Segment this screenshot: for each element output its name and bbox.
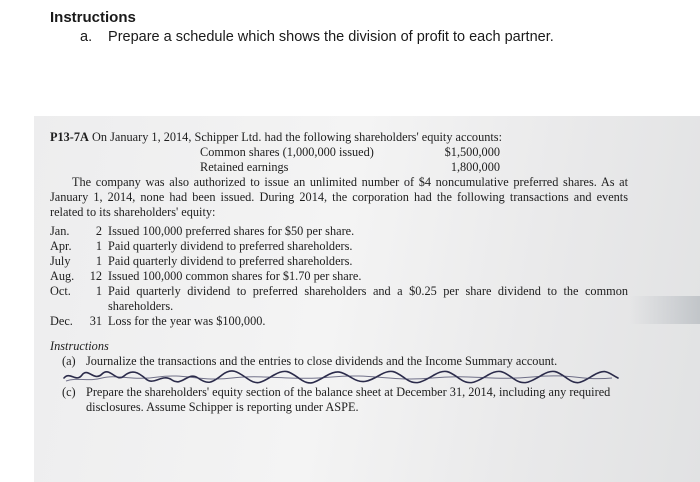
tx-month: Dec. [50, 314, 73, 328]
transaction-row [50, 269, 628, 284]
equity-row [200, 145, 500, 160]
tx-text: Issued 100,000 common shares for $1.70 per share. [108, 269, 362, 283]
tx-text: Paid quarterly dividend to preferred shareholders. [108, 239, 353, 253]
instruction-c [62, 385, 628, 415]
tx-day: 1 [95, 284, 102, 298]
handwritten-scribble-overlay [62, 369, 628, 385]
tx-text: Issued 100,000 preferred shares for $50 per share. [108, 224, 355, 238]
tx-day: 12 [89, 269, 102, 283]
problem-intro: On January 1, 2014, Schipper Ltd. had the following shareholders' equity accounts: [92, 130, 502, 144]
instructions-title: Instructions [50, 9, 136, 26]
tx-text: Paid quarterly dividend to preferred shareholders. [108, 254, 353, 268]
tape-shadow [630, 296, 700, 324]
transaction-row [50, 239, 628, 254]
equity-label: Common shares (1,000,000 issued) [200, 145, 374, 159]
problem-instructions [50, 339, 628, 415]
tx-text: Loss for the year was $100,000. [108, 314, 266, 328]
equity-accounts [200, 145, 500, 175]
problem-text [50, 130, 628, 415]
instruction-item-a [80, 29, 554, 45]
top-instructions [50, 9, 554, 45]
tx-month: July [50, 254, 71, 268]
problem-paragraph: The company was also authorized to issue an unlimited number of $4 noncumulative preferred shares. As at January 1, 2014, none had been issued. During 2014, the corporation had the following transactions and events related to its shareholders' equity: [50, 175, 628, 219]
equity-label: Retained earnings [200, 160, 289, 174]
textbook-photo [34, 116, 700, 482]
item-text: Prepare a schedule which shows the division of profit to each partner. [108, 29, 554, 45]
instruction-a [62, 354, 628, 369]
instruction-key: (c) [62, 385, 76, 399]
equity-row [200, 160, 500, 175]
tx-day: 1 [95, 239, 102, 253]
equity-amount: $1,500,000 [444, 145, 500, 159]
instruction-key: (a) [62, 354, 76, 368]
instruction-text: Prepare the shareholders' equity section of the balance sheet at December 31, 2014, including any required disclosures. Assume Schipper is reporting under ASPE. [86, 385, 611, 414]
instruction-text: Journalize the transactions and the entries to close dividends and the Income Summary account. [86, 354, 558, 368]
problem-code: P13-7A [50, 130, 89, 144]
equity-amount: 1,800,000 [450, 160, 500, 174]
tx-day: 31 [89, 314, 102, 328]
transaction-row [50, 224, 628, 239]
problem-instructions-heading: Instructions [50, 339, 109, 353]
tx-month: Oct. [50, 284, 71, 298]
scribble-drawing [62, 369, 622, 385]
transaction-row [50, 284, 628, 314]
tx-month: Aug. [50, 269, 75, 283]
item-label: a. [80, 29, 93, 45]
problem-heading [50, 130, 628, 145]
tx-month: Apr. [50, 239, 72, 253]
tx-text: Paid quarterly dividend to preferred shareholders and a $0.25 per share dividend to the common shareholders. [108, 284, 628, 313]
transaction-row [50, 254, 628, 269]
transactions-list [50, 224, 628, 329]
transaction-row [50, 314, 628, 329]
tx-day: 1 [95, 254, 102, 268]
tx-day: 2 [95, 224, 102, 238]
tx-month: Jan. [50, 224, 70, 238]
